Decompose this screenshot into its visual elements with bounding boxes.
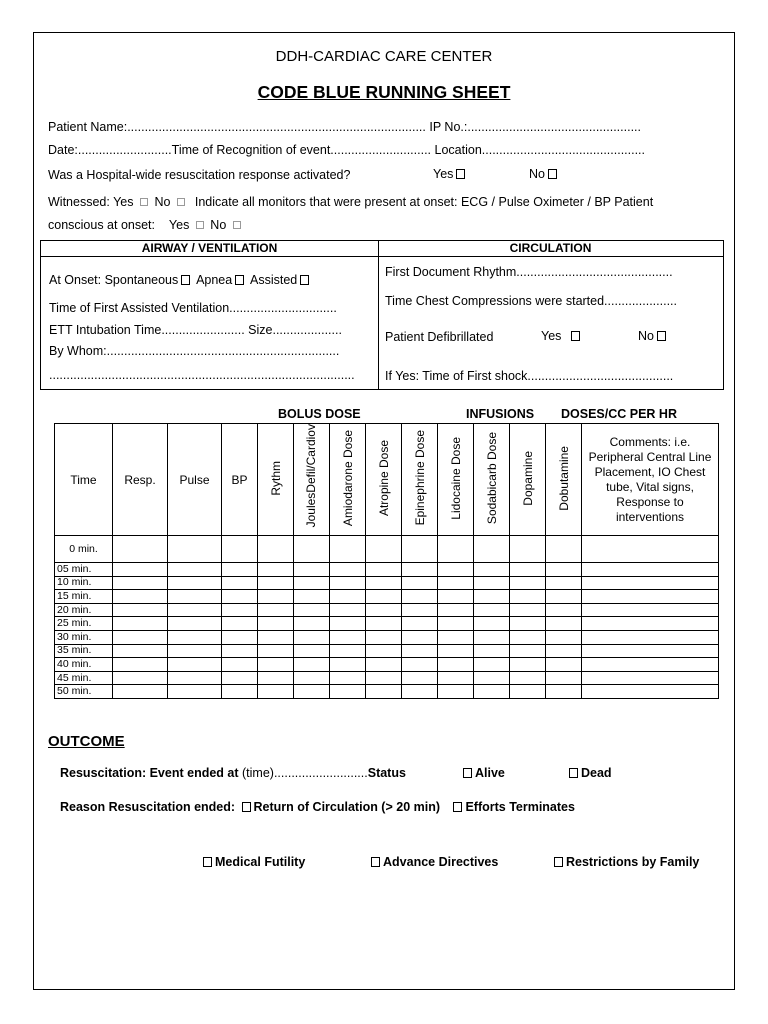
col-time: Time (55, 424, 113, 536)
grid-cell[interactable] (474, 630, 510, 644)
table-row (55, 685, 719, 699)
activated-yes-option[interactable]: Yes (433, 167, 468, 181)
grid-cell[interactable] (294, 590, 330, 604)
checkbox[interactable] (463, 768, 472, 778)
checkbox[interactable] (554, 857, 563, 867)
grid-cell[interactable] (294, 685, 330, 699)
event-ended-row[interactable]: Resuscitation: Event ended at (time)...........................Status (60, 766, 406, 780)
col-epinephrine: Epinephrine Dose (402, 424, 438, 536)
grid-cell[interactable] (330, 630, 366, 644)
response-activated-row: Was a Hospital-wide resuscitation response activated? (48, 168, 351, 182)
conscious-no-checkbox[interactable] (233, 221, 241, 229)
grid-cell[interactable] (258, 617, 294, 631)
grid-cell[interactable] (222, 603, 258, 617)
form-title: CODE BLUE RUNNING SHEET (257, 82, 511, 102)
grid-cell[interactable] (402, 671, 438, 685)
grid-cell[interactable] (330, 685, 366, 699)
row-time-label: 0 min. (55, 536, 113, 563)
grid-cell[interactable] (402, 576, 438, 590)
infusions-label: INFUSIONS (466, 407, 535, 421)
grid-cell[interactable] (222, 685, 258, 699)
grid-cell[interactable] (294, 671, 330, 685)
grid-cell[interactable] (168, 685, 222, 699)
alive-option[interactable]: Alive (460, 766, 505, 780)
grid-cell[interactable] (582, 603, 719, 617)
grid-cell[interactable] (546, 685, 582, 699)
grid-cell[interactable] (438, 671, 474, 685)
table-row (55, 563, 719, 577)
grid-cell[interactable] (258, 644, 294, 658)
grid-cell[interactable] (438, 576, 474, 590)
grid-cell[interactable] (168, 644, 222, 658)
restrictions-option[interactable]: Restrictions by Family (551, 855, 699, 869)
grid-cell[interactable] (330, 563, 366, 577)
col-dopamine: Dopamine (510, 424, 546, 536)
col-lidocaine: Lidocaine Dose (438, 424, 474, 536)
grid-cell[interactable] (438, 590, 474, 604)
grid-cell[interactable] (366, 658, 402, 672)
rhythm-field[interactable]: First Document Rhythm............................................. (385, 265, 673, 279)
grid-cell[interactable] (366, 536, 402, 563)
grid-cell[interactable] (474, 658, 510, 672)
activated-no-option[interactable]: No (529, 167, 560, 181)
grid-cell[interactable] (582, 536, 719, 563)
row-time-label: 35 min. (55, 644, 113, 658)
grid-cell[interactable] (402, 603, 438, 617)
grid-cell[interactable] (402, 590, 438, 604)
grid-cell[interactable] (510, 603, 546, 617)
conscious-row: conscious at onset: Yes No (48, 218, 244, 232)
grid-cell[interactable] (438, 563, 474, 577)
defibrillated-row: Patient Defibrillated (385, 330, 494, 344)
col-comments: Comments: i.e. Peripheral Central Line Placement, IO Chest tube, Vital signs, Response to interventions (582, 424, 719, 536)
grid-cell[interactable] (510, 576, 546, 590)
grid-cell[interactable] (222, 644, 258, 658)
advance-directives-option[interactable]: Advance Directives (368, 855, 498, 869)
grid-cell[interactable] (222, 658, 258, 672)
grid-cell[interactable] (168, 590, 222, 604)
grid-cell[interactable] (402, 644, 438, 658)
grid-cell[interactable] (113, 536, 168, 563)
checkbox[interactable] (569, 768, 578, 778)
grid-cell[interactable] (582, 671, 719, 685)
grid-cell[interactable] (402, 617, 438, 631)
grid-cell[interactable] (510, 644, 546, 658)
defib-no-option[interactable]: No (638, 329, 669, 343)
grid-cell[interactable] (113, 563, 168, 577)
grid-cell[interactable] (113, 685, 168, 699)
grid-cell[interactable] (222, 630, 258, 644)
conscious-yes-checkbox[interactable] (196, 221, 204, 229)
airway-circulation-box (40, 240, 724, 390)
circulation-heading: CIRCULATION (378, 241, 723, 257)
grid-cell[interactable] (546, 617, 582, 631)
ett-row[interactable]: ETT Intubation Time........................ Size.................... (49, 323, 342, 337)
grid-cell[interactable] (438, 536, 474, 563)
table-row (55, 671, 719, 685)
grid-cell[interactable] (366, 590, 402, 604)
grid-cell[interactable] (222, 563, 258, 577)
grid-cell[interactable] (402, 563, 438, 577)
table-row (55, 536, 719, 563)
grid-cell[interactable] (258, 576, 294, 590)
grid-cell[interactable] (113, 658, 168, 672)
grid-cell[interactable] (168, 603, 222, 617)
grid-cell[interactable] (474, 685, 510, 699)
compressions-field[interactable]: Time Chest Compressions were started..................... (385, 294, 677, 308)
grid-cell[interactable] (113, 630, 168, 644)
col-joules: JoulesDefil/Cardiov (294, 424, 330, 536)
row-time-label: 40 min. (55, 658, 113, 672)
row-time-label: 15 min. (55, 590, 113, 604)
grid-cell[interactable] (438, 658, 474, 672)
grid-cell[interactable] (438, 685, 474, 699)
grid-cell[interactable] (168, 576, 222, 590)
first-assisted-field[interactable]: Time of First Assisted Ventilation............................... (49, 301, 337, 315)
col-pulse: Pulse (168, 424, 222, 536)
grid-cell[interactable] (222, 617, 258, 631)
table-row (55, 630, 719, 644)
grid-cell[interactable] (330, 658, 366, 672)
grid-cell[interactable] (474, 536, 510, 563)
grid-cell[interactable] (113, 603, 168, 617)
grid-cell[interactable] (113, 617, 168, 631)
org-name: DDH-CARDIAC CARE CENTER (275, 48, 493, 65)
grid-cell[interactable] (546, 576, 582, 590)
grid-cell[interactable] (582, 644, 719, 658)
table-row (55, 644, 719, 658)
grid-cell[interactable] (402, 658, 438, 672)
row-time-label: 25 min. (55, 617, 113, 631)
grid-cell[interactable] (438, 644, 474, 658)
grid-cell[interactable] (510, 630, 546, 644)
grid-cell[interactable] (222, 671, 258, 685)
checkbox[interactable] (456, 169, 465, 179)
grid-cell[interactable] (294, 644, 330, 658)
grid-cell[interactable] (546, 658, 582, 672)
grid-cell[interactable] (258, 590, 294, 604)
checkbox[interactable] (371, 857, 380, 867)
col-rythm: Rythm (258, 424, 294, 536)
grid-cell[interactable] (438, 630, 474, 644)
grid-cell[interactable] (113, 644, 168, 658)
col-bp: BP (222, 424, 258, 536)
by-whom-field[interactable]: By Whom:................................................................... (49, 344, 340, 358)
assisted-checkbox[interactable] (300, 275, 309, 285)
grid-cell[interactable] (582, 590, 719, 604)
grid-cell[interactable] (222, 576, 258, 590)
row-time-label: 10 min. (55, 576, 113, 590)
grid-cell[interactable] (366, 603, 402, 617)
checkbox[interactable] (571, 331, 580, 341)
grid-cell[interactable] (330, 671, 366, 685)
col-atropine: Atropine Dose (366, 424, 402, 536)
grid-cell[interactable] (366, 563, 402, 577)
col-dobutamine: Dobutamine (546, 424, 582, 536)
date-time-location-row[interactable]: Date:...........................Time of Recognition of event............................. Location............................................... (48, 143, 646, 157)
grid-cell[interactable] (510, 685, 546, 699)
grid-cell[interactable] (510, 563, 546, 577)
checkbox[interactable] (203, 857, 212, 867)
grid-cell[interactable] (168, 630, 222, 644)
witnessed-yes-checkbox[interactable] (140, 198, 148, 206)
grid-cell[interactable] (258, 563, 294, 577)
grid-cell[interactable] (330, 617, 366, 631)
grid-cell[interactable] (168, 536, 222, 563)
grid-cell[interactable] (582, 617, 719, 631)
grid-cell[interactable] (294, 603, 330, 617)
grid-cell[interactable] (366, 617, 402, 631)
table-row (55, 576, 719, 590)
grid-cell[interactable] (330, 590, 366, 604)
row-time-label: 45 min. (55, 671, 113, 685)
grid-cell[interactable] (438, 603, 474, 617)
grid-cell[interactable] (168, 658, 222, 672)
grid-cell[interactable] (402, 536, 438, 563)
grid-cell[interactable] (510, 671, 546, 685)
bolus-dose-label: BOLUS DOSE (278, 407, 361, 421)
grid-cell[interactable] (438, 617, 474, 631)
grid-cell[interactable] (402, 630, 438, 644)
col-amiodarone: Amiodarone Dose (330, 424, 366, 536)
grid-cell[interactable] (474, 603, 510, 617)
return-circulation-checkbox[interactable] (242, 802, 251, 812)
table-row (55, 658, 719, 672)
grid-cell[interactable] (510, 658, 546, 672)
apnea-checkbox[interactable] (235, 275, 244, 285)
defib-yes-option[interactable]: Yes (541, 329, 583, 343)
row-time-label: 20 min. (55, 603, 113, 617)
airway-heading: AIRWAY / VENTILATION (41, 241, 378, 257)
grid-cell[interactable] (582, 685, 719, 699)
outcome-heading: OUTCOME (48, 733, 125, 750)
grid-cell[interactable] (168, 671, 222, 685)
grid-cell[interactable] (258, 685, 294, 699)
grid-cell[interactable] (294, 536, 330, 563)
grid-cell[interactable] (366, 671, 402, 685)
col-sodabicarb: Sodabicarb Dose (474, 424, 510, 536)
grid-cell[interactable] (546, 603, 582, 617)
grid-cell[interactable] (258, 630, 294, 644)
grid-cell[interactable] (258, 658, 294, 672)
form-page (33, 32, 735, 990)
grid-cell[interactable] (294, 658, 330, 672)
grid-cell[interactable] (330, 644, 366, 658)
grid-header-row (55, 424, 719, 536)
grid-cell[interactable] (582, 658, 719, 672)
grid-cell[interactable] (510, 590, 546, 604)
grid-cell[interactable] (258, 603, 294, 617)
witnessed-no-checkbox[interactable] (177, 198, 185, 206)
grid-cell[interactable] (582, 576, 719, 590)
row-time-label: 05 min. (55, 563, 113, 577)
grid-cell[interactable] (366, 576, 402, 590)
grid-cell[interactable] (546, 671, 582, 685)
grid-cell[interactable] (546, 630, 582, 644)
doses-per-hr-label: DOSES/CC PER HR (561, 407, 677, 421)
grid-cell[interactable] (474, 563, 510, 577)
grid-cell[interactable] (294, 576, 330, 590)
grid-cell[interactable] (113, 576, 168, 590)
grid-cell[interactable] (474, 671, 510, 685)
checkbox[interactable] (657, 331, 666, 341)
grid-cell[interactable] (546, 590, 582, 604)
col-resp: Resp. (113, 424, 168, 536)
row-time-label: 30 min. (55, 630, 113, 644)
grid-cell[interactable] (510, 617, 546, 631)
grid-cell[interactable] (546, 644, 582, 658)
grid-cell[interactable] (582, 630, 719, 644)
table-row (55, 617, 719, 631)
grid-cell[interactable] (168, 617, 222, 631)
grid-cell[interactable] (258, 536, 294, 563)
grid-cell[interactable] (258, 671, 294, 685)
grid-cell[interactable] (330, 576, 366, 590)
grid-cell[interactable] (474, 590, 510, 604)
grid-cell[interactable] (366, 644, 402, 658)
dead-option[interactable]: Dead (566, 766, 612, 780)
grid-cell[interactable] (546, 536, 582, 563)
grid-cell[interactable] (222, 590, 258, 604)
efforts-terminates-checkbox[interactable] (453, 802, 462, 812)
grid-cell[interactable] (294, 617, 330, 631)
grid-cell[interactable] (113, 671, 168, 685)
table-row (55, 603, 719, 617)
medication-grid (54, 423, 719, 699)
first-shock-field[interactable]: If Yes: Time of First shock.......................................... (385, 369, 674, 383)
grid-cell[interactable] (546, 563, 582, 577)
spontaneous-checkbox[interactable] (181, 275, 190, 285)
grid-cell[interactable] (474, 617, 510, 631)
grid-cell[interactable] (402, 685, 438, 699)
grid-cell[interactable] (474, 644, 510, 658)
futility-option[interactable]: Medical Futility (200, 855, 305, 869)
patient-name-field[interactable]: Patient Name:...................................................................................... IP No.:.................................................. (48, 120, 641, 134)
airway-extra-line[interactable]: ........................................................................................ (49, 368, 355, 382)
grid-cell[interactable] (168, 563, 222, 577)
grid-cell[interactable] (294, 563, 330, 577)
grid-cell[interactable] (366, 630, 402, 644)
witnessed-row: Witnessed: Yes No Indicate all monitors that were present at onset: ECG / Pulse Oximeter / BP Patient (48, 195, 654, 209)
grid-cell[interactable] (510, 536, 546, 563)
grid-cell[interactable] (330, 536, 366, 563)
grid-cell[interactable] (366, 685, 402, 699)
grid-cell[interactable] (222, 536, 258, 563)
grid-cell[interactable] (582, 563, 719, 577)
table-row (55, 590, 719, 604)
row-time-label: 50 min. (55, 685, 113, 699)
grid-cell[interactable] (113, 590, 168, 604)
airway-onset-row: At Onset: Spontaneous Apnea Assisted (49, 273, 312, 287)
reason-row: Reason Resuscitation ended: Return of Circulation (> 20 min) Efforts Terminates (60, 800, 575, 814)
grid-cell[interactable] (330, 603, 366, 617)
grid-cell[interactable] (474, 576, 510, 590)
checkbox[interactable] (548, 169, 557, 179)
grid-cell[interactable] (294, 630, 330, 644)
